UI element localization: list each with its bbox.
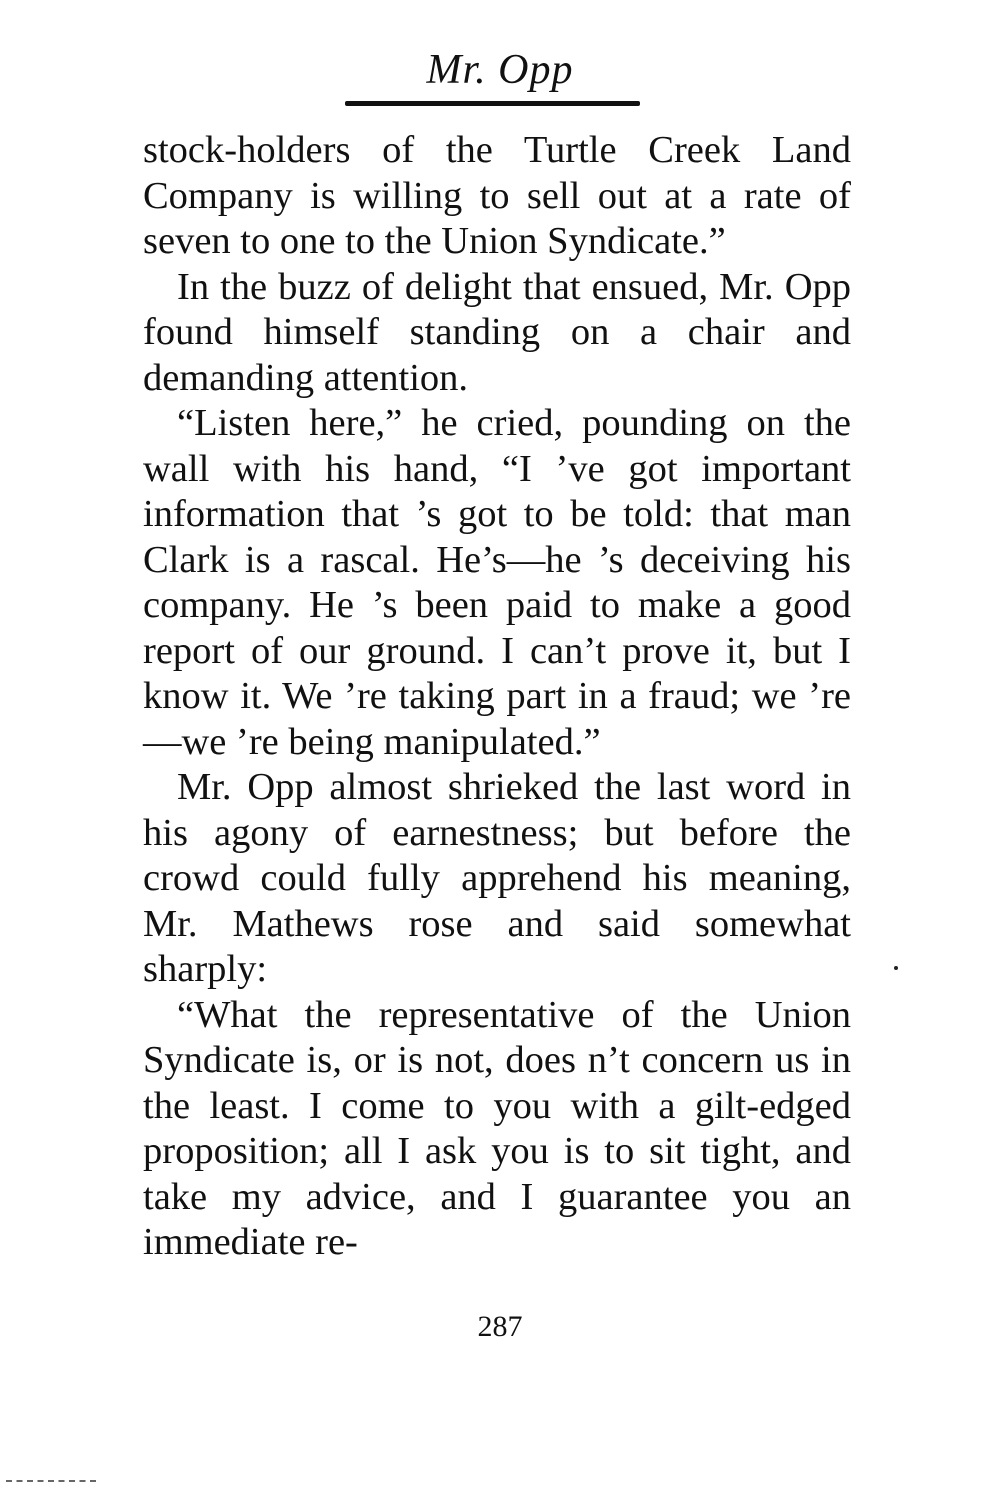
running-head: Mr. Opp bbox=[426, 47, 574, 93]
paragraph-1: stock-holders of the Turtle Creek Land Company is willing to sell out at a rate of seven to one to the Union Syndicate.” bbox=[143, 129, 851, 262]
scan-speck bbox=[894, 966, 898, 970]
scan-edge-mark bbox=[6, 1480, 96, 1482]
paragraph-3: “Listen here,” he cried, pounding on the wall with his hand, “I ’ve got important information that ’s got to be told: that man Clark is a rascal. He’s—he ’s deceiving his company. He ’s been paid to make a good report of our ground. I can’t prove it, but I know it. We ’re taking part in a fraud; we ’re—we ’re being manipulated.” bbox=[143, 402, 851, 763]
paragraph-2: In the buzz of delight that ensued, Mr. Opp found himself standing on a chair and demanding attention. bbox=[143, 265, 851, 399]
page-number: 287 bbox=[477, 1310, 523, 1343]
header-rule bbox=[345, 101, 640, 106]
paragraph-4: Mr. Opp almost shrieked the last word in his agony of earnestness; but before the crowd could fully apprehend his meaning, Mr. Mathews rose and said somewhat sharply: bbox=[143, 766, 851, 990]
paragraph-5: “What the representative of the Union Syndicate is, or is not, does n’t concern us in the least. I come to you with a gilt-edged proposition; all I ask you is to sit tight, and take my advice, and I guarantee you an immediate re- bbox=[143, 993, 851, 1263]
body-text bbox=[143, 128, 851, 1266]
